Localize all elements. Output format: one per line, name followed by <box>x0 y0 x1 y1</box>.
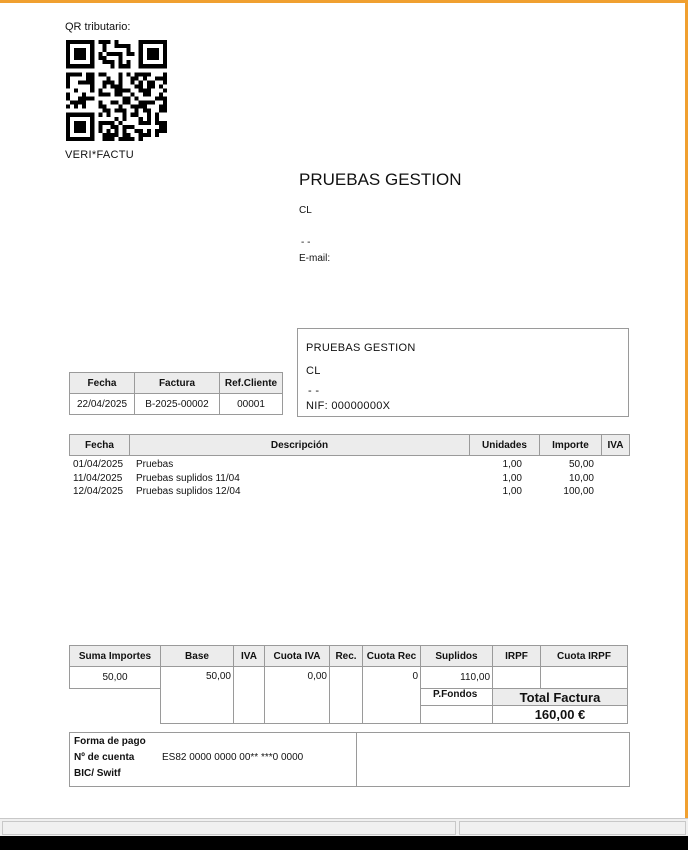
client-name: PRUEBAS GESTION <box>306 342 416 354</box>
totals-header-suplidos: Suplidos <box>421 646 493 667</box>
issuer-address: CL <box>299 205 312 216</box>
issuer-name: PRUEBAS GESTION <box>299 170 462 189</box>
totals-header-suma: Suma Importes <box>70 646 161 667</box>
payment-method-label: Forma de pago <box>74 736 146 747</box>
payment-divider <box>356 733 357 786</box>
totals-header-cuota-iva: Cuota IVA <box>265 646 330 667</box>
line-date: 11/04/2025 <box>73 473 123 484</box>
payment-box <box>69 732 630 787</box>
totals-header-irpf: IRPF <box>493 646 541 667</box>
invoice-meta-table <box>69 372 283 415</box>
issuer-city: - - <box>301 237 311 248</box>
totals-irpf <box>493 667 541 689</box>
totals-table <box>69 645 628 724</box>
status-segment-right <box>459 821 686 835</box>
line-description: Pruebas suplidos 12/04 <box>136 486 241 497</box>
line-amount: 10,00 <box>568 473 594 484</box>
client-address: CL <box>306 365 321 377</box>
line-units: 1,00 <box>502 459 522 470</box>
account-label: Nº de cuenta <box>74 752 135 763</box>
totals-cuota-iva: 0,00 <box>265 667 330 724</box>
client-city: - - <box>308 385 320 397</box>
total-factura-value: 160,00 € <box>493 706 628 724</box>
totals-cuota-rec: 0 <box>363 667 421 724</box>
account-value: ES82 0000 0000 00** ***0 0000 <box>162 752 304 763</box>
meta-header-ref: Ref.Cliente <box>220 373 283 394</box>
table-row <box>69 459 630 473</box>
lines-header-unidades: Unidades <box>470 435 540 456</box>
client-box <box>297 328 629 417</box>
issuer-email-label: E-mail: <box>299 253 331 264</box>
meta-ref: 00001 <box>220 394 283 415</box>
totals-header-rec: Rec. <box>330 646 363 667</box>
qr-label: QR tributario: <box>65 21 131 33</box>
meta-header-fecha: Fecha <box>70 373 135 394</box>
totals-pfondos-value <box>421 706 493 724</box>
totals-pfondos-label: P.Fondos <box>421 689 493 706</box>
totals-header-cuota-irpf: Cuota IRPF <box>541 646 628 667</box>
line-amount: 100,00 <box>563 486 594 497</box>
status-bar <box>0 818 688 837</box>
totals-header-base: Base <box>161 646 234 667</box>
table-row <box>69 486 630 500</box>
totals-iva <box>234 667 265 724</box>
totals-header-iva: IVA <box>234 646 265 667</box>
lines-header-importe: Importe <box>540 435 602 456</box>
table-row <box>69 473 630 487</box>
lines-header-descripcion: Descripción <box>130 435 470 456</box>
meta-factura: B-2025-00002 <box>135 394 220 415</box>
totals-blank <box>70 689 161 724</box>
line-amount: 50,00 <box>568 459 594 470</box>
status-segment-left <box>2 821 456 835</box>
client-nif: NIF: 00000000X <box>306 400 391 412</box>
lines-header-fecha: Fecha <box>70 435 130 456</box>
line-units: 1,00 <box>502 473 522 484</box>
line-units: 1,00 <box>502 486 522 497</box>
line-date: 01/04/2025 <box>73 459 124 470</box>
totals-rec <box>330 667 363 724</box>
line-date: 12/04/2025 <box>73 486 124 497</box>
bic-label: BIC/ Switf <box>74 768 121 779</box>
line-description: Pruebas <box>136 459 174 470</box>
lines-header-table <box>69 434 630 456</box>
totals-cuota-irpf <box>541 667 628 689</box>
verifactu-label: VERI*FACTU <box>65 149 135 161</box>
qr-code <box>66 40 167 141</box>
line-description: Pruebas suplidos 11/04 <box>136 473 240 484</box>
totals-suma-importes: 50,00 <box>70 667 161 689</box>
invoice-page <box>0 3 685 818</box>
bottom-edge <box>0 836 688 850</box>
total-factura-label: Total Factura <box>493 689 628 706</box>
meta-header-factura: Factura <box>135 373 220 394</box>
lines-header-iva: IVA <box>602 435 630 456</box>
meta-fecha: 22/04/2025 <box>70 394 135 415</box>
totals-header-cuota-rec: Cuota Rec <box>363 646 421 667</box>
totals-suplidos: 110,00 <box>421 667 493 689</box>
totals-base: 50,00 <box>161 667 234 724</box>
